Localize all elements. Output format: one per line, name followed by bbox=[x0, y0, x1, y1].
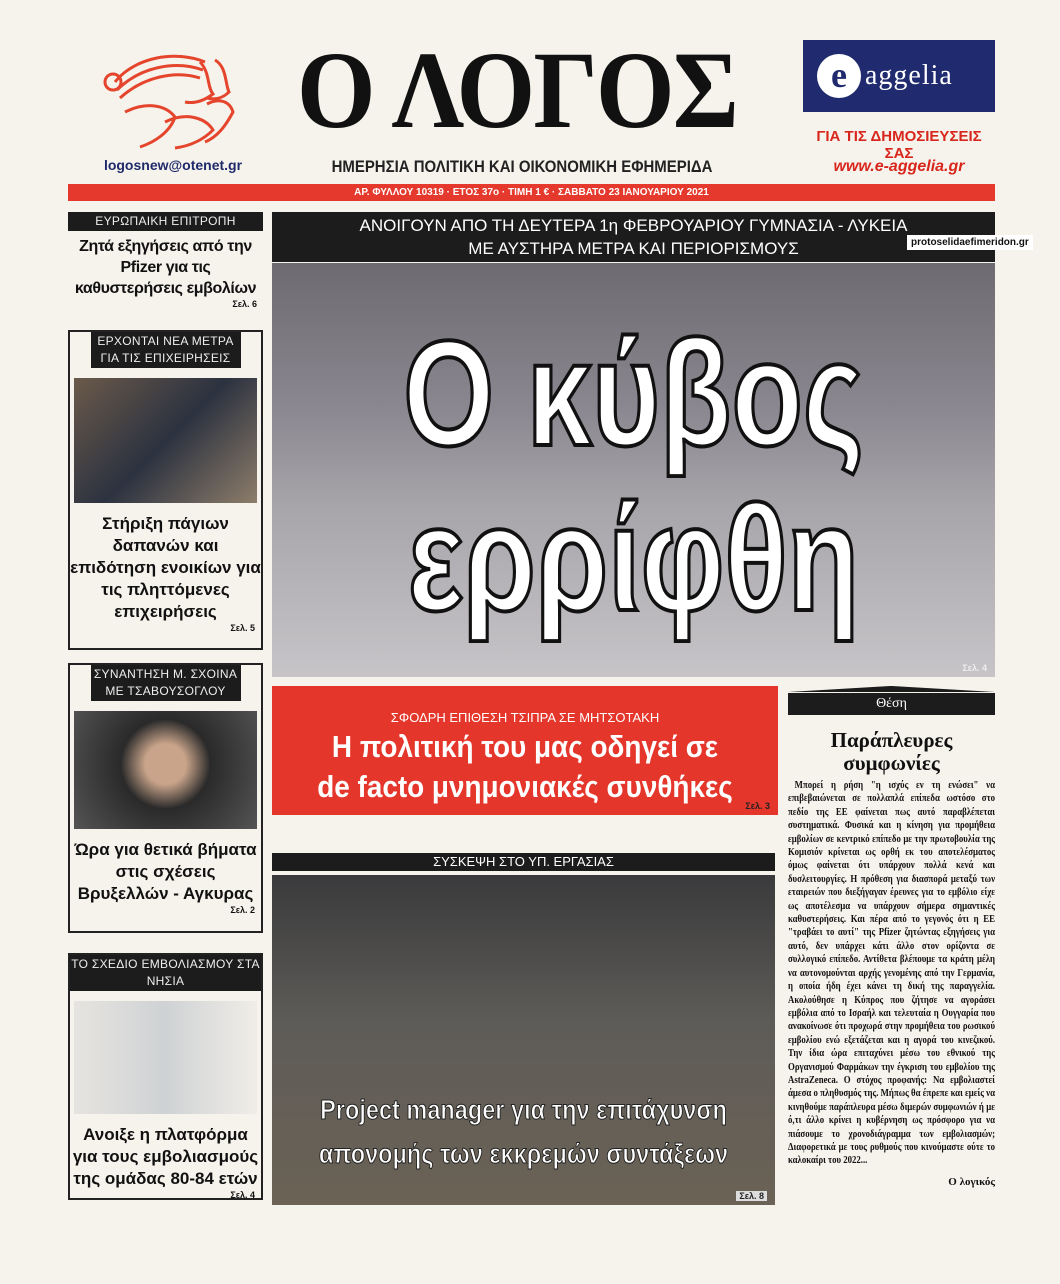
third-headline-line-2: απονομής των εκκρεμών συντάξεων bbox=[318, 1138, 729, 1169]
page-ref: Σελ. 2 bbox=[230, 905, 255, 915]
lead-kicker bbox=[272, 212, 995, 262]
second-kicker: ΣΦΟΔΡΗ ΕΠΙΘΕΣΗ ΤΣΙΠΡΑ ΣΕ ΜΗΤΣΟΤΑΚΗ bbox=[390, 710, 660, 725]
opinion-column bbox=[788, 686, 995, 1188]
ad-url[interactable]: www.e-aggelia.gr bbox=[833, 158, 965, 175]
lead-headline-line-1: Ο κύβος bbox=[403, 309, 864, 477]
left-story-1[interactable] bbox=[68, 212, 263, 309]
watermark: protoselidaefimeridon.gr bbox=[907, 235, 1033, 250]
left-story-2[interactable] bbox=[68, 330, 263, 650]
page-ref: Σελ. 5 bbox=[230, 623, 255, 633]
third-headline-line-1: Project manager για την επιτάχυνση bbox=[320, 1094, 727, 1125]
contact-email[interactable]: logosnew@otenet.gr bbox=[103, 157, 243, 173]
issue-info-bar: ΑΡ. ΦΥΛΛΟΥ 10319 · ΕΤΟΣ 37ο · ΤΙΜΗ 1 € · ΣΑΒΒΑΤΟ 23 ΙΑΝΟΥΑΡΙΟΥ 2021 bbox=[68, 184, 995, 201]
opinion-title: Παράπλευρες συμφωνίες bbox=[830, 728, 953, 775]
eaggelia-logo-letter: e bbox=[817, 54, 861, 98]
story-label: ΤΟ ΣΧΕΔΙΟ ΕΜΒΟΛΙΑΣΜΟΥ ΣΤΑ ΝΗΣΙΑ bbox=[70, 955, 261, 991]
eaggelia-logo-text: aggelia bbox=[865, 60, 953, 91]
page-ref: Σελ. 6 bbox=[232, 299, 257, 309]
lead-photo[interactable] bbox=[272, 263, 995, 677]
third-photo[interactable] bbox=[272, 875, 775, 1205]
left-story-3[interactable] bbox=[68, 663, 263, 933]
story-headline: Ζητά εξηγήσεις από την Pfizer για τις καθυστερήσεις εμβολίων bbox=[74, 238, 257, 297]
third-label: ΣΥΣΚΕΨΗ ΣΤΟ ΥΠ. ΕΡΓΑΣΙΑΣ bbox=[272, 853, 775, 871]
opinion-section-label: Θέση bbox=[788, 693, 995, 715]
story-headline: Ώρα για θετικά βήματα στις σχέσεις Βρυξελλών - Αγκυρας bbox=[74, 840, 257, 903]
page-ref: Σελ. 4 bbox=[962, 663, 987, 673]
newspaper-logo-illustration bbox=[95, 42, 245, 152]
ad-tagline: ΓΙΑ ΤΙΣ ΔΗΜΟΣΙΕΥΣΕΙΣ ΣΑΣ bbox=[816, 128, 982, 162]
story-photo bbox=[74, 1001, 257, 1114]
lead-kicker-line-1: ΑΝΟΙΓΟΥΝ ΑΠΟ ΤΗ ΔΕΥΤΕΡΑ 1η ΦΕΒΡΟΥΑΡΙΟΥ ΓΥΜΝΑΣΙΑ - ΛΥΚΕΙΑ bbox=[359, 216, 908, 235]
story-label: ΣΥΝΑΝΤΗΣΗ Μ. ΣΧΟΙΝΑ ΜΕ ΤΣΑΒΟΥΣΟΓΛΟΥ bbox=[91, 665, 241, 701]
opinion-body: Μπορεί η ρήση "η ισχύς εν τη ενώσει" να επιβεβαιώνεται σε πολλαπλά επίπεδα ωστόσο στο πεδίο της ΕΕ φαίνεται πως αυτό παραβλέπεται συστηματικά. Φυσικά και η κίνηση για προμήθεια εμβολίων σε κεντρικό επίπεδο με την πρωτοβουλία της Κομισιόν κρίνεται ως ορθή εκ του αποτελέσματος όμως φαίνεται ότι υπάρχουν πολλά κενά και δυσλειτουργίες. Η πρόθεση για διασπορά μεταξύ των εταιρειών που διεξήγαγαν έρευνες για το εμβόλιο είχε ως αποτέλεσμα να υπάρχουν σήμερα σημαντικές καθυστερήσεις. Και πέρα από το γεγονός ότι η ΕΕ "τραβάει το αυτί" της Pfizer ζητώντας εξηγήσεις για αυτό, δεν υπάρχει κάτι άλλο στον ορίζοντα σε συλλογικό επίπεδο. Αντίθετα βλέπουμε τα κράτη μέλη να αυτονομούνται αρχής γενομένης από την Γερμανία, η οποία ήδη έχει κάνει τη δική της παραγγελία. Ακολούθησε η Κύπρος που ζήτησε να αγοράσει εμβόλια από το Ισραήλ και τελευταία η Ουγγαρία που ανακοίνωσε ότι προχωρά στην προμήθεια του ρωσικού εμβολίου ενώ εξετάζεται και η αγορά του κινεζικού. Την ίδια ώρα επιταχύνει μέσω του εθνικού της Οργανισμού Φαρμάκων την έγκριση του εμβολίου της AstraZeneca. Ο στόχος προφανής: Να εμβολιαστεί άμεσα ο πληθυσμός της. Μήπως θα έπρεπε και εμείς να κινηθούμε παράπλευρα μέσω διμερών συμφωνιών ή με ό,τι άλλο κρίνει η κυβέρνηση ως πρόσφορο για να πιάσουμε το χρονοδιάγραμμα των εμβολιασμών; Διαφορετικά με τους ρυθμούς που κινούμαστε ούτε το καλοκαίρι του 2022... bbox=[788, 780, 995, 1167]
masthead-subtitle: ΗΜΕΡΗΣΙΑ ΠΟΛΙΤΙΚΗ ΚΑΙ ΟΙΚΟΝΟΜΙΚΗ ΕΦΗΜΕΡΙΔΑ bbox=[331, 157, 713, 176]
story-photo bbox=[74, 378, 257, 503]
second-headline-line-1: Η πολιτική του μας οδηγεί σε bbox=[331, 729, 719, 764]
lead-kicker-line-2: ΜΕ ΑΥΣΤΗΡΑ ΜΕΤΡΑ ΚΑΙ ΠΕΡΙΟΡΙΣΜΟΥΣ bbox=[468, 239, 799, 258]
eaggelia-ad[interactable] bbox=[803, 40, 995, 112]
second-story[interactable] bbox=[272, 686, 778, 815]
page-ref: Σελ. 8 bbox=[736, 1191, 767, 1201]
masthead-title: Ο ΛΟΓΟΣ bbox=[296, 29, 738, 151]
lead-headline-line-2: ερρίφθη bbox=[407, 474, 860, 642]
opinion-header-peak bbox=[788, 686, 995, 692]
left-story-4[interactable] bbox=[68, 953, 263, 1200]
second-headline-line-2: de facto μνημονιακές συνθήκες bbox=[317, 769, 733, 804]
story-photo bbox=[74, 711, 257, 829]
story-headline: Ανοιξε η πλατφόρμα για τους εμβολιασμούς της ομάδας 80-84 ετών bbox=[72, 1125, 259, 1188]
story-headline: Στήριξη πάγιων δαπανών και επιδότηση ενοικίων για τις πληττόμενες επιχειρήσεις bbox=[70, 514, 261, 621]
story-label: ΕΡΧΟΝΤΑΙ ΝΕΑ ΜΕΤΡΑ ΓΙΑ ΤΙΣ ΕΠΙΧΕΙΡΗΣΕΙΣ bbox=[91, 332, 241, 368]
page-ref: Σελ. 3 bbox=[745, 801, 770, 811]
story-label: ΕΥΡΩΠΑΙΚΗ ΕΠΙΤΡΟΠΗ bbox=[68, 212, 263, 231]
opinion-signature: Ο λογικός bbox=[948, 1175, 995, 1188]
page-ref: Σελ. 4 bbox=[230, 1190, 255, 1200]
